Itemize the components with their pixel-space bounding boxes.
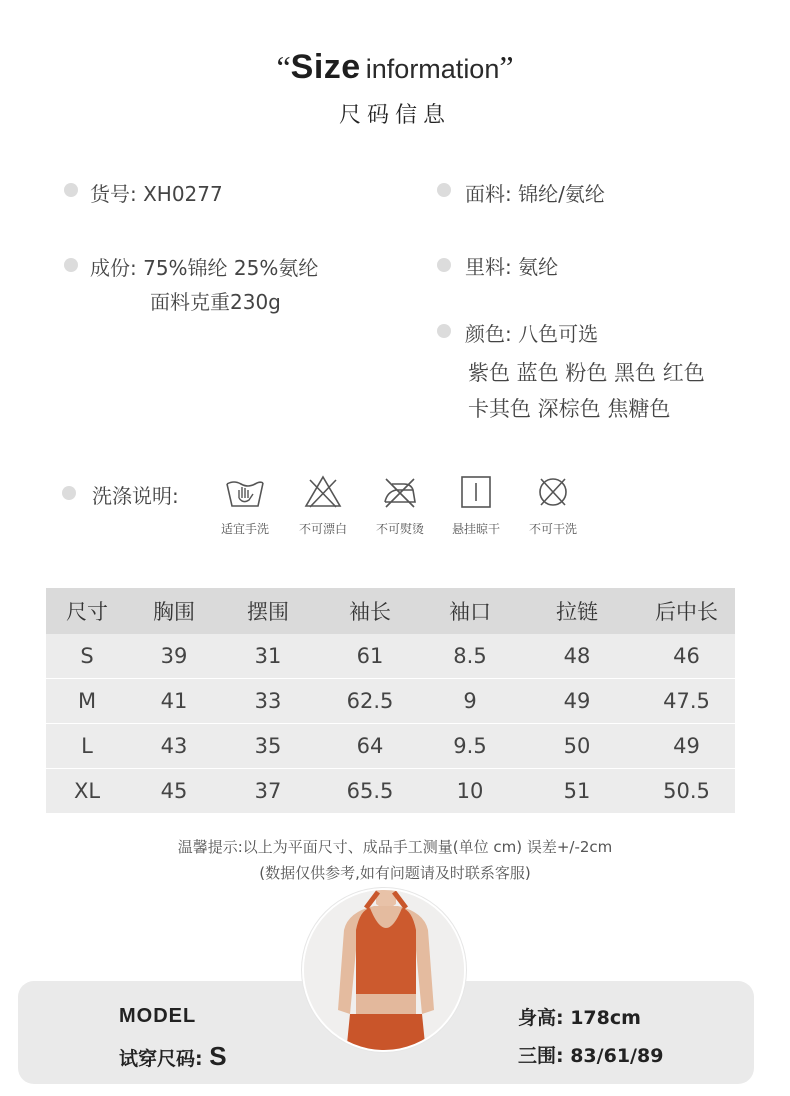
bullet-dot: [437, 324, 451, 338]
table-cell: 39: [160, 644, 188, 668]
bullet-dot: [64, 183, 78, 197]
table-cell: S: [80, 644, 94, 668]
page-title: [0, 48, 790, 87]
measurement-note: 温馨提示:以上为平面尺寸、成品手工测量(单位 cm) 误差+/-2cm: [177, 838, 613, 856]
table-cell: 37: [254, 779, 282, 803]
table-cell: 41: [160, 689, 188, 713]
table-cell: XL: [73, 779, 101, 803]
table-row: [46, 724, 735, 769]
trial-size-value: S: [209, 1041, 227, 1071]
care-caption: 不可漂白: [298, 522, 347, 536]
care-no-dry-clean: [518, 474, 588, 537]
table-row: [46, 679, 735, 724]
table-cell: 65.5: [346, 779, 394, 803]
lining-info: 里料: 氨纶: [465, 255, 559, 279]
table-cell: 50: [563, 734, 591, 758]
table-cell: 9.5: [453, 734, 487, 758]
care-no-bleach: [288, 474, 358, 537]
table-cell: 9: [463, 689, 477, 713]
table-cell: 45: [160, 779, 188, 803]
fabric-info: 面料: 锦纶/氨纶: [465, 182, 605, 206]
table-cell: 51: [563, 779, 591, 803]
trial-size-label: 试穿尺码:: [119, 1048, 203, 1070]
composition-info: 成份: 75%锦纶 25%氨纶: [90, 256, 319, 280]
bullet-dot: [437, 258, 451, 272]
title-light: information: [365, 54, 500, 84]
table-cell: L: [81, 734, 93, 758]
table-header: [46, 588, 735, 634]
item-number: 货号: XH0277: [90, 182, 223, 206]
model-measurements: 三围: 83/61/89: [518, 1045, 664, 1067]
header-cell: 摆围: [247, 600, 289, 624]
table-cell: 33: [254, 689, 282, 713]
table-cell: 10: [456, 779, 484, 803]
table-row: [46, 769, 735, 814]
care-hand-wash: [210, 474, 280, 537]
care-no-iron: [365, 474, 435, 537]
care-caption: 不可熨烫: [375, 522, 424, 536]
care-hang-dry: [441, 474, 511, 537]
colors-list-1: 紫色 蓝色 粉色 黑色 红色: [468, 361, 705, 385]
fabric-weight: 面料克重230g: [150, 290, 281, 314]
table-cell: 8.5: [453, 644, 487, 668]
header-cell: 后中长: [655, 600, 718, 624]
colors-list-2: 卡其色 深棕色 焦糖色: [468, 397, 671, 421]
table-cell: 47.5: [663, 689, 710, 713]
table-cell: 46: [673, 644, 700, 668]
no-iron-icon: [380, 474, 420, 510]
bullet-dot: [437, 183, 451, 197]
care-caption: 不可干洗: [528, 522, 577, 536]
table-cell: 49: [563, 689, 591, 713]
table-cell: 61: [356, 644, 384, 668]
no-bleach-icon: [303, 474, 343, 510]
table-cell: 49: [673, 734, 700, 758]
table-cell: M: [77, 689, 97, 713]
open-quote: “: [276, 49, 291, 85]
model-height: 身高: 178cm: [518, 1007, 641, 1029]
table-cell: 48: [563, 644, 591, 668]
title-bold: Size: [290, 48, 361, 86]
hang-dry-icon: [456, 474, 496, 510]
header-cell: 胸围: [153, 600, 195, 624]
table-cell: 31: [254, 644, 282, 668]
disclaimer-note: (数据仅供参考,如有问题请及时联系客服): [259, 864, 531, 882]
header-cell: 拉链: [556, 600, 598, 624]
trial-size: [119, 1041, 227, 1072]
size-table: [46, 588, 735, 814]
model-label: MODEL: [119, 1005, 197, 1027]
header-cell: 袖长: [349, 600, 391, 624]
care-caption: 悬挂晾干: [451, 522, 500, 536]
table-row: [46, 634, 735, 679]
header-cell: 袖口: [449, 600, 491, 624]
close-quote: ”: [499, 49, 514, 85]
care-caption: 适宜手洗: [220, 522, 269, 536]
bullet-dot: [62, 486, 76, 500]
model-figure-image: [304, 890, 466, 1052]
bullet-dot: [64, 258, 78, 272]
hand-wash-icon: [223, 474, 267, 510]
header-cell: 尺寸: [66, 600, 108, 624]
model-photo: [302, 888, 466, 1052]
table-cell: 62.5: [346, 689, 394, 713]
colors-label: 颜色: 八色可选: [465, 322, 599, 346]
page-subtitle: 尺码信息: [338, 103, 451, 128]
care-label: 洗涤说明:: [92, 484, 179, 508]
table-cell: 50.5: [663, 779, 710, 803]
table-cell: 64: [356, 734, 384, 758]
table-cell: 43: [160, 734, 188, 758]
no-dry-clean-icon: [533, 474, 573, 510]
table-cell: 35: [254, 734, 282, 758]
